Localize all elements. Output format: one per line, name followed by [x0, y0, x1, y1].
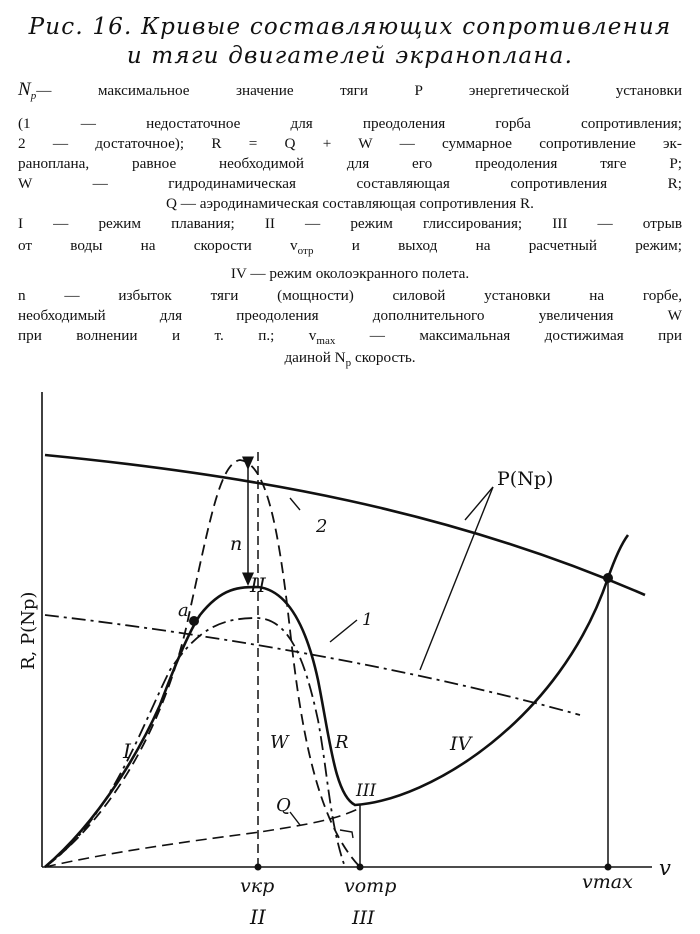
curve-1-leader [330, 620, 357, 642]
thrust-curve-p [45, 455, 645, 595]
v-otr-bracket [340, 830, 353, 838]
x-axis-symbol: v [659, 856, 671, 880]
tick-v-otr: vотр [344, 875, 397, 897]
label-n: n [230, 533, 243, 555]
label-curve-w: W [270, 732, 289, 753]
label-point-a: a [178, 600, 189, 621]
v-otr-tick-dot [357, 864, 364, 871]
q-leader [290, 812, 300, 825]
label-curve-q: Q [276, 795, 291, 816]
label-curve-1: 1 [362, 610, 373, 630]
label-p-np: P(Np) [497, 468, 554, 490]
v-max-tick-dot [605, 864, 612, 871]
resistance-thrust-diagram [0, 380, 700, 934]
caption-line-9: IV — режим околоэкранного полета. [230, 265, 470, 282]
tick-below-kr: II [250, 905, 266, 929]
tick-below-otr: III [352, 907, 375, 929]
label-regime-I: I [123, 739, 131, 763]
label-curve-2: 2 [316, 516, 328, 537]
caption-line-11: необходимый для преодоления дополнительного увеличения W [18, 307, 682, 324]
caption-line-13-a: даиной N [284, 349, 346, 366]
caption-line-8-b: и выход на расчетный режим; [313, 237, 682, 254]
thrust-curve-1 [45, 615, 580, 715]
caption-line-8 [18, 236, 682, 261]
v-otr-subscript: отр [297, 245, 314, 257]
curve-2-leader [290, 498, 300, 510]
caption-line-5: W — гидродинамическая составляющая сопротивления R; [18, 175, 682, 192]
caption-line-8-a: от воды на скорости v [18, 237, 298, 254]
label-curve-r: R [335, 732, 349, 753]
caption-line-1 [18, 80, 682, 106]
np-subscript: p [30, 90, 37, 102]
tick-v-kr: vкр [240, 875, 275, 897]
figure-title-line2: и тяги двигателей экраноплана. [126, 43, 574, 69]
caption-line-4: раноплана, равное необходимой для его преодоления тяге P; [18, 155, 682, 172]
caption-line-12-b: — максимальная достижимая при [335, 327, 682, 344]
caption-line-6: Q — аэродинамическая составляющая сопротивления R. [166, 195, 534, 212]
np-symbol: N [18, 79, 31, 100]
v-kr-tick-dot [255, 864, 262, 871]
label-regime-IV: IV [450, 733, 472, 755]
caption-line-13-b: скорость. [351, 349, 416, 366]
point-a-dot [189, 616, 199, 626]
p-leader-1 [465, 487, 493, 520]
caption-line-10: n — избыток тяги (мощности) силовой установки на горбе, [18, 287, 682, 304]
label-regime-II: II [250, 573, 266, 597]
hydrodynamic-curve-w [45, 618, 345, 867]
caption-line-3: 2 — достаточное); R = Q + W — суммарное сопротивление эк- [18, 135, 682, 152]
caption-line-13 [18, 348, 682, 373]
caption-line-7: I — режим плавания; II — режим глиссирования; III — отрыв [18, 215, 682, 232]
v-max-subscript: max [316, 335, 336, 347]
tick-v-max: vmax [582, 871, 633, 893]
v-max-intersection-dot [603, 573, 613, 583]
np-subscript-2: p [345, 357, 352, 369]
caption-line-2: (1 — недостаточное для преодоления горба сопротивления; [18, 115, 682, 132]
caption-line-12-a: при волнении и т. п.; v [18, 327, 317, 344]
caption-line-1-text: — максимальное значение тяги P энергетической установки [36, 82, 682, 99]
p-leader-2 [420, 487, 493, 670]
label-regime-III: III [356, 781, 377, 801]
figure-title-line1: Рис. 16. Кривые составляющих сопротивления [28, 14, 672, 40]
y-axis-label: R, P(Np) [18, 591, 39, 670]
